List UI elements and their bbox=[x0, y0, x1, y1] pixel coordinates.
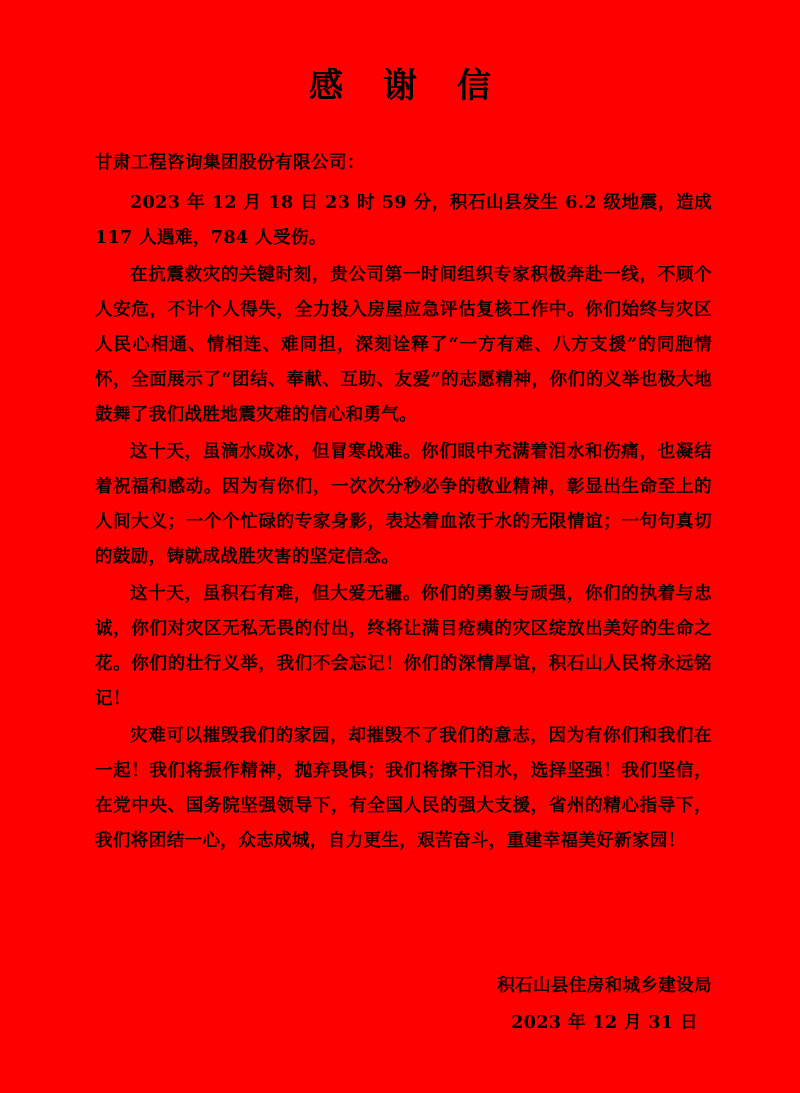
paragraph-4: 这十天，虽积石有难，但大爱无疆。你们的勇毅与顽强，你们的执着与忠诚，你们对灾区无私无畏的付出，终将让满目疮痍的灾区绽放出美好的生命之花。你们的壮行义举，我们不会忘记！你们的深情厚谊，积石山人民将永远铭记！ bbox=[95, 584, 712, 710]
letter-body bbox=[0, 147, 800, 859]
signature-organization: 积石山县住房和城乡建设局 bbox=[497, 976, 712, 996]
salutation: 甘肃工程咨询集团股份有限公司： bbox=[95, 153, 365, 173]
signature-block bbox=[497, 969, 712, 1041]
paragraph-5: 灾难可以摧毁我们的家园，却摧毁不了我们的意志，因为有你们和我们在一起！我们将振作精神，抛弃畏惧；我们将擦干泪水，选择坚强！我们坚信，在党中央、国务院坚强领导下，有全国人民的强大支援，省州的精心指导下，我们将团结一心，众志成城，自力更生，艰苦奋斗，重建幸福美好新家园！ bbox=[95, 726, 712, 852]
paragraph-1: 2023 年 12 月 18 日 23 时 59 分，积石山县发生 6.2 级地震，造成 117 人遇难，784 人受伤。 bbox=[95, 193, 712, 249]
paragraph-2: 在抗震救灾的关键时刻，贵公司第一时间组织专家积极奔赴一线，不顾个人安危，不计个人得失，全力投入房屋应急评估复核工作中。你们始终与灾区人民心相通、情相连、难同担，深刻诠释了“一方有难、八方支援”的同胞情怀，全面展示了“团结、奉献、互助、友爱”的志愿精神，你们的义举也极大地鼓舞了我们战胜地震灾难的信心和勇气。 bbox=[95, 265, 712, 426]
paragraph-3: 这十天，虽滴水成冰，但冒寒战难。你们眼中充满着泪水和伤痛，也凝结着祝福和感动。因为有你们，一次次分秒必争的敬业精神，彰显出生命至上的人间大义；一个个忙碌的专家身影，表达着血浓于水的无限情谊；一句句真切的鼓励，铸就成战胜灾害的坚定信念。 bbox=[95, 442, 712, 568]
signature-date: 2023 年 12 月 31 日 bbox=[511, 1013, 698, 1033]
page-title: 感 谢 信 bbox=[309, 66, 505, 106]
